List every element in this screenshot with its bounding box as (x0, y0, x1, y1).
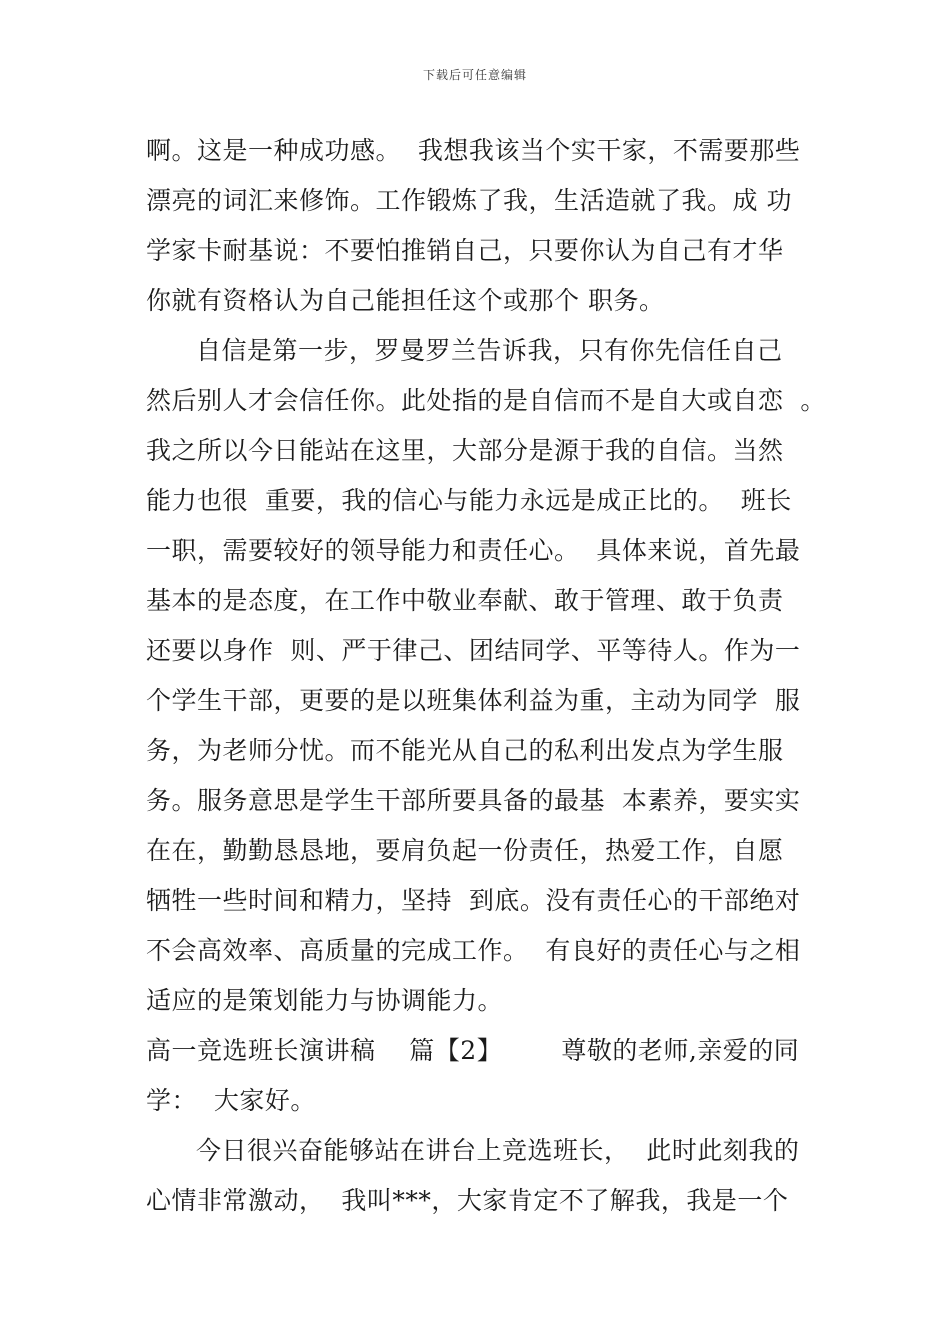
section-heading-paragraph (146, 1026, 826, 1126)
text-line: 基本的是态度，在工作中敬业奉献、敢于管理、敢于负责 (146, 586, 784, 615)
text-line: 漂亮的词汇来修饰。工作锻炼了我，生活造就了我。成 功 (146, 186, 792, 215)
text-line: 啊。这是一种成功感。 我想我该当个实干家，不需要那些 (146, 136, 801, 165)
text-line: 能力也很 重要，我的信心与能力永远是成正比的。 班长 (146, 486, 792, 515)
text-line: 务，为老师分忧。而不能光从自己的私利出发点为学生服 (146, 736, 784, 765)
text-line: 学： 大家好。 (146, 1086, 316, 1115)
paragraph (146, 326, 826, 1026)
text-line: 一职，需要较好的领导能力和责任心。 具体来说，首先最 (146, 536, 801, 565)
text-line: 不会高效率、高质量的完成工作。 有良好的责任心与之相 (146, 936, 801, 965)
text-line: 牺牲一些时间和精力，坚持 到底。没有责任心的干部绝对 (146, 886, 801, 915)
page-header: 下载后可任意编辑 (422, 68, 527, 82)
text-line: 还要以身作 则、严于律己、团结同学、平等待人。作为一 (146, 636, 801, 665)
text-line: 学家卡耐基说：不要怕推销自己，只要你认为自己有才华 (146, 236, 784, 265)
text-line: 今日很兴奋能够站在讲台上竞选班长， 此时此刻我的 (196, 1136, 800, 1165)
text-line: 高一竞选班长演讲稿 篇【2】 尊敬的老师,亲爱的同 (146, 1036, 800, 1065)
text-line: 我之所以今日能站在这里，大部分是源于我的自信。当然 (146, 436, 784, 465)
text-line: 在在，勤勤恳恳地，要肩负起一份责任，热爱工作，自愿 (146, 836, 784, 865)
document-body (146, 126, 826, 1226)
text-line: 然后别人才会信任你。此处指的是自信而不是自大或自恋 。 (146, 386, 826, 415)
text-line: 自信是第一步，罗曼罗兰告诉我，只有你先信任自己 (196, 336, 783, 365)
text-line: 你就有资格认为自己能担任这个或那个 职务。 (146, 286, 665, 315)
text-line: 务。服务意思是学生干部所要具备的最基 本素养，要实实 (146, 786, 801, 815)
text-line: 个学生干部，更要的是以班集体利益为重，主动为同学 服 (146, 686, 801, 715)
text-line: 适应的是策划能力与协调能力。 (146, 986, 504, 1015)
paragraph (146, 126, 826, 326)
text-line: 心情非常激动， 我叫***，大家肯定不了解我，我是一个 (146, 1186, 789, 1215)
paragraph (146, 1126, 826, 1226)
